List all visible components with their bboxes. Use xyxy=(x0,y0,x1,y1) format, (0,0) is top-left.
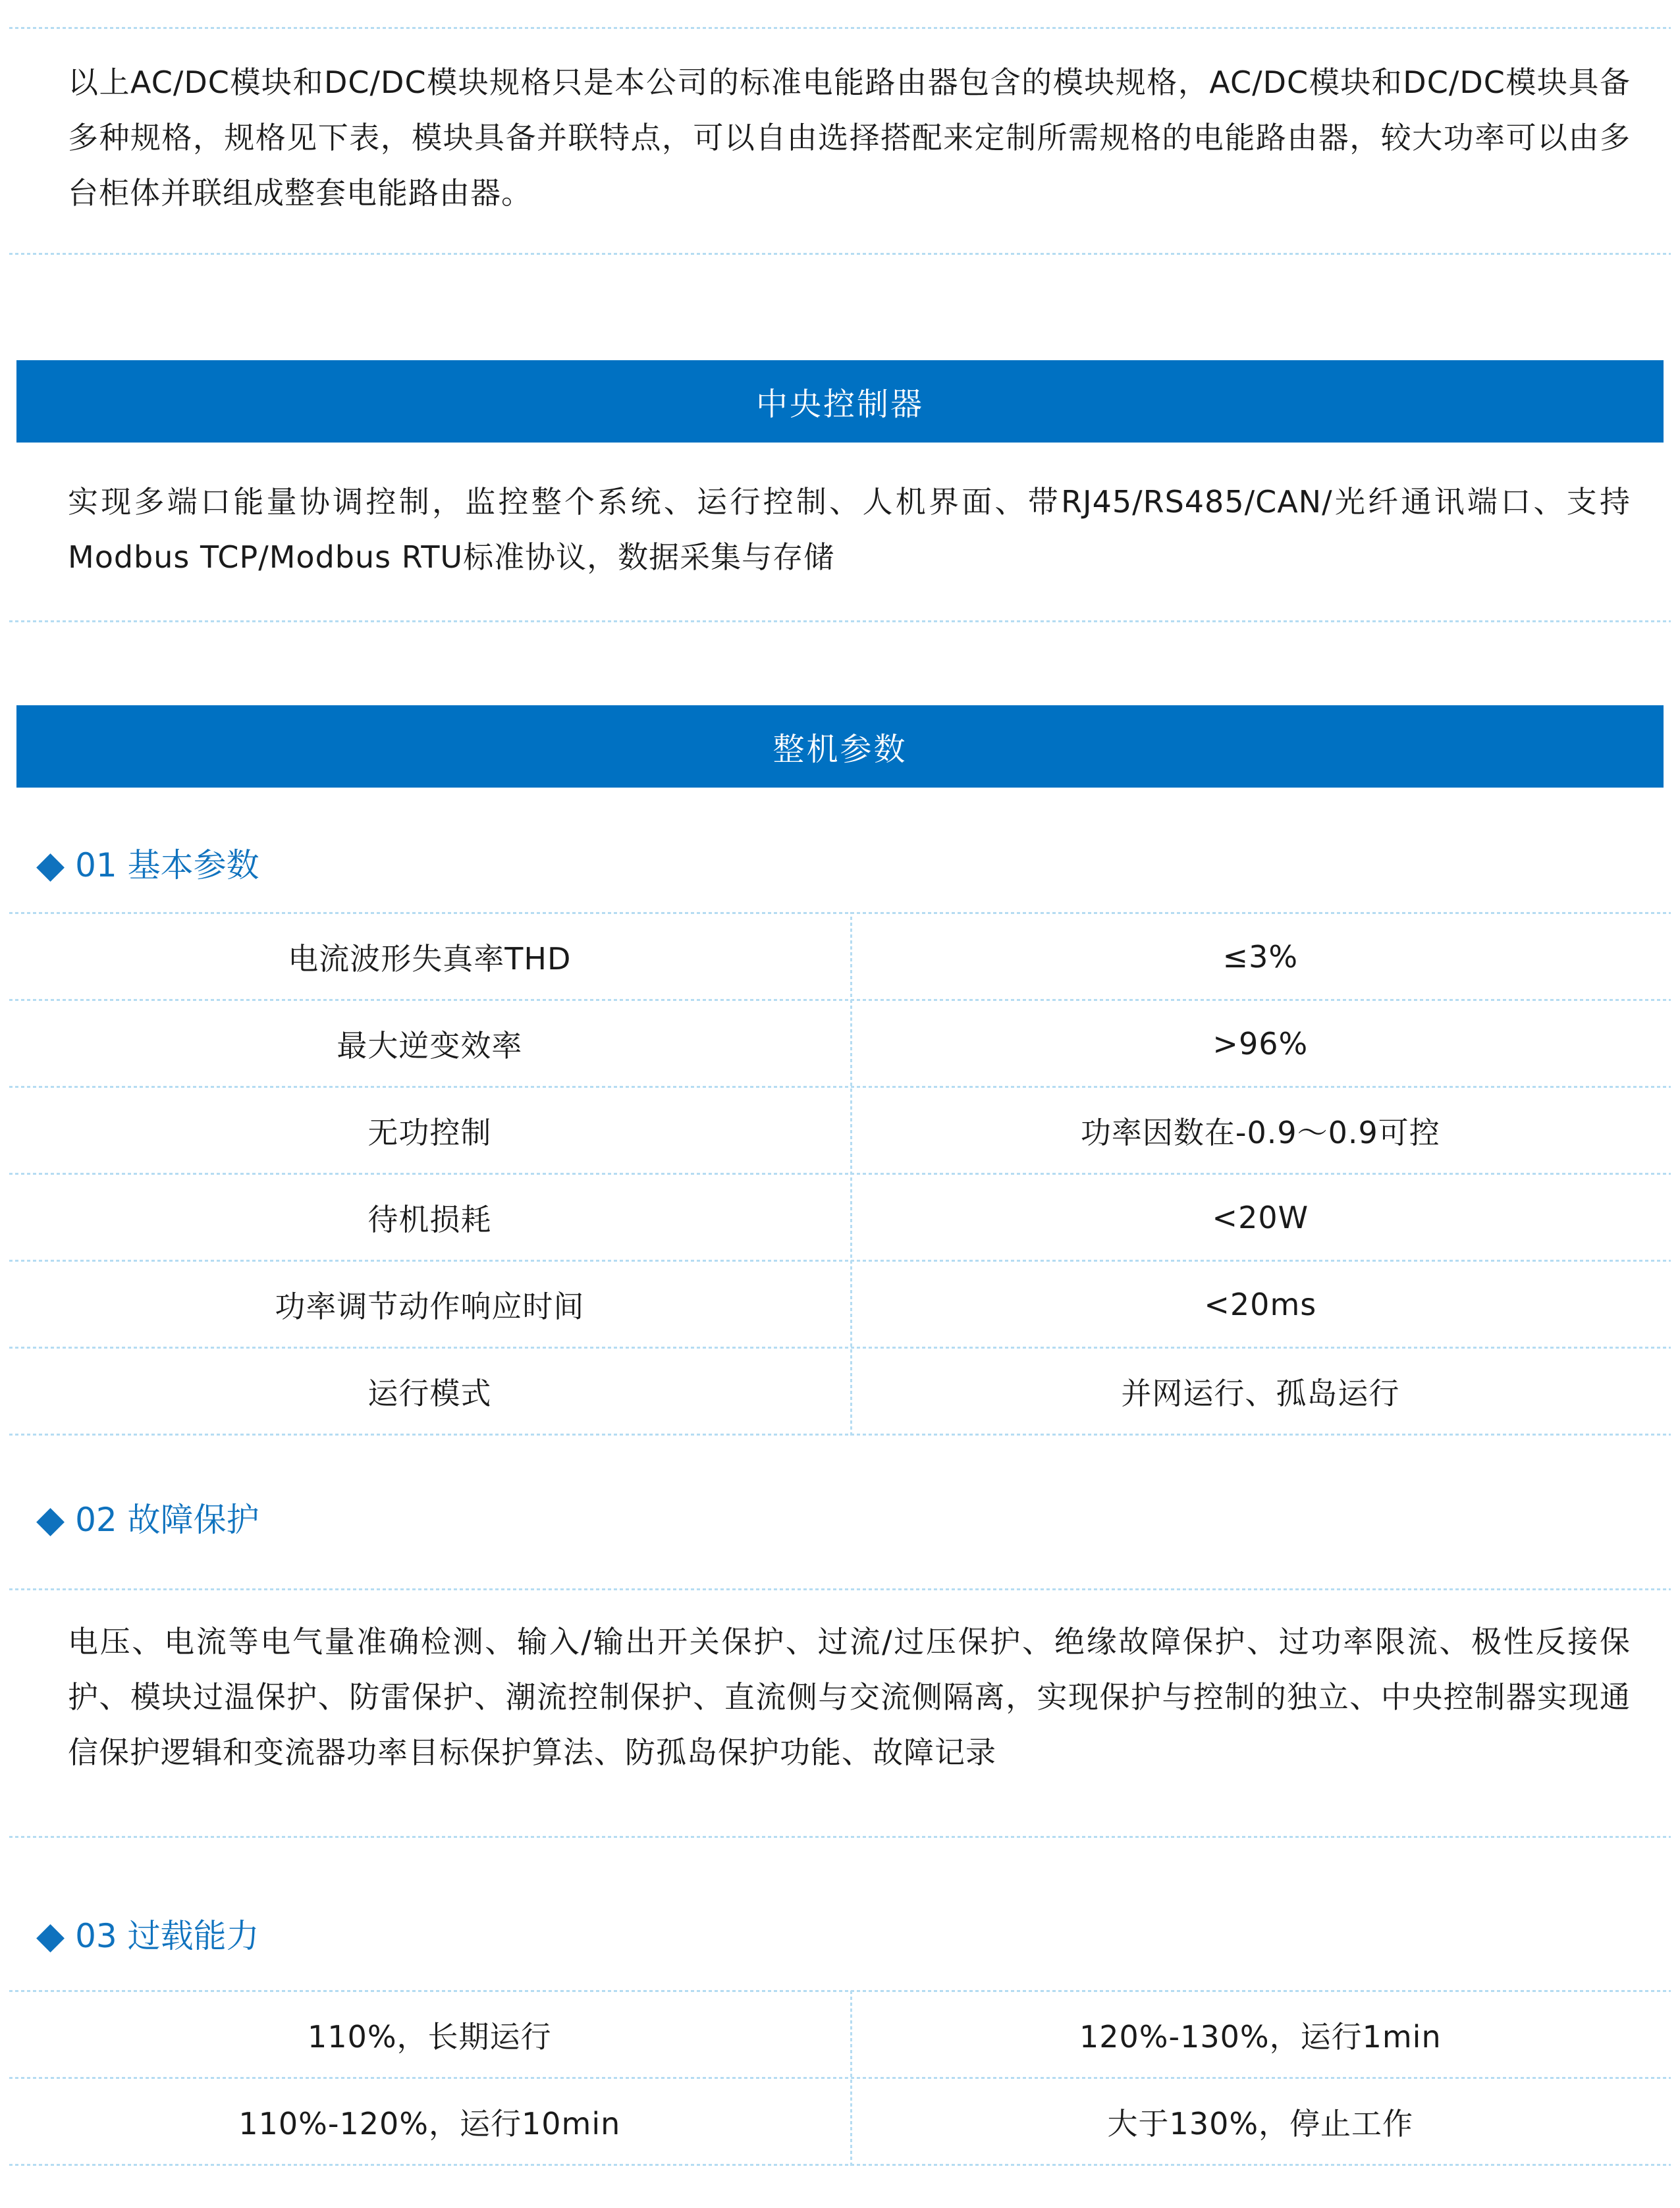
central-controller-description: 实现多端口能量协调控制，监控整个系统、运行控制、人机界面、带RJ45/RS485/CAN/光纤通讯端口、支持Modbus TCP/Modbus RTU标准协议，数据采集与存储 xyxy=(68,484,1631,575)
param-name-cell: 电流波形失真率THD xyxy=(288,940,572,977)
param-value-cell: 功率因数在-0.9～0.9可控 xyxy=(1080,1114,1440,1150)
diamond-bullet-icon: ◆ xyxy=(36,844,65,886)
table-row xyxy=(9,1262,1671,1347)
diamond-bullet-icon: ◆ xyxy=(36,1498,65,1541)
table-row xyxy=(9,914,1671,999)
table-row xyxy=(9,1175,1671,1260)
basic-params-table xyxy=(9,912,1671,1436)
banner-title: 整机参数 xyxy=(772,731,908,768)
param-value-cell: >96% xyxy=(1212,1025,1309,1062)
table-row xyxy=(9,1992,1671,2077)
fault-protection-description: 电压、电流等电气量准确检测、输入/输出开关保护、过流/过压保护、绝缘故障保护、过功率限流、极性反接保护、模块过温保护、防雷保护、潮流控制保护、直流侧与交流侧隔离，实现保护与控制的独立、中央控制器实现通信保护逻辑和变流器功率目标保护算法、防孤岛保护功能、故障记录 xyxy=(68,1624,1631,1770)
param-name-cell: 无功控制 xyxy=(367,1114,492,1150)
separator-line xyxy=(9,253,1671,255)
separator-line xyxy=(9,1836,1671,1838)
param-value-cell: <20ms xyxy=(1204,1286,1317,1322)
intro-paragraph: 以上AC/DC模块和DC/DC模块规格只是本公司的标准电能路由器包含的模块规格，AC/DC模块和DC/DC模块具备多种规格，规格见下表，模块具备并联特点，可以自由选择搭配来定制所需规格的电能路由器，较大功率可以由多台柜体并联组成整套电能路由器。 xyxy=(68,65,1631,211)
section-heading-fault-protection xyxy=(36,1499,1680,1541)
overload-cell: 110%-120%，运行10min xyxy=(238,2105,621,2141)
separator-line xyxy=(9,620,1671,622)
overload-cell: 120%-130%，运行1min xyxy=(1079,2018,1442,2055)
separator-line xyxy=(9,27,1671,29)
banner-title: 中央控制器 xyxy=(755,386,924,423)
spec-document xyxy=(0,27,1680,2208)
param-name-cell: 最大逆变效率 xyxy=(337,1027,523,1064)
diamond-bullet-icon: ◆ xyxy=(36,1914,65,1957)
overload-table xyxy=(9,1990,1671,2166)
param-name-cell: 待机损耗 xyxy=(367,1201,492,1237)
separator-line xyxy=(9,1588,1671,1590)
table-border-line xyxy=(9,2164,1671,2166)
section-heading-overload xyxy=(36,1915,1680,1957)
table-row xyxy=(9,2079,1671,2164)
table-row xyxy=(9,1001,1671,1086)
table-column-divider xyxy=(850,1990,852,2166)
overall-params-banner xyxy=(16,705,1664,788)
section-heading-label: 01 基本参数 xyxy=(75,846,259,884)
central-controller-banner xyxy=(16,360,1664,443)
param-value-cell: ≤3% xyxy=(1222,938,1299,975)
param-name-cell: 运行模式 xyxy=(367,1375,492,1411)
param-name-cell: 功率调节动作响应时间 xyxy=(275,1288,585,1324)
table-column-divider xyxy=(850,912,852,1436)
table-border-line xyxy=(9,1434,1671,1436)
table-row xyxy=(9,1088,1671,1173)
section-heading-label: 03 过载能力 xyxy=(75,1917,259,1955)
param-value-cell: 并网运行、孤岛运行 xyxy=(1121,1375,1400,1411)
param-value-cell: <20W xyxy=(1212,1199,1309,1235)
overload-cell: 大于130%，停止工作 xyxy=(1107,2105,1414,2141)
overload-cell: 110%，长期运行 xyxy=(308,2018,552,2055)
table-row xyxy=(9,1349,1671,1434)
section-heading-basic-params xyxy=(36,844,1680,886)
section-heading-label: 02 故障保护 xyxy=(75,1501,259,1539)
